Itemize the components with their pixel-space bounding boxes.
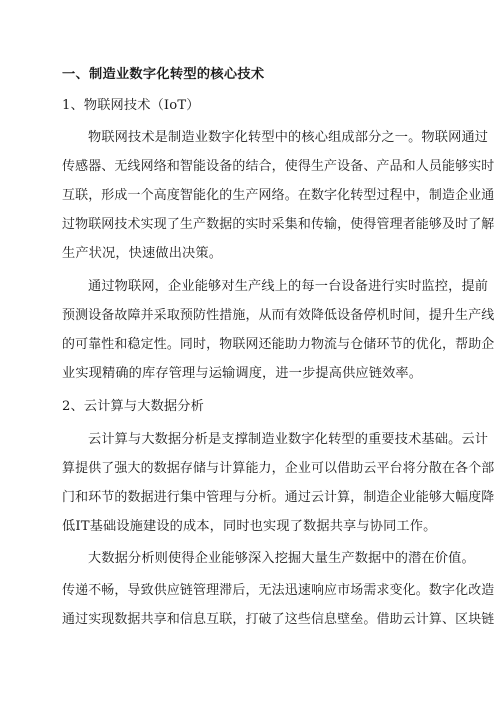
subsection-title-cloud: 2、云计算与大数据分析 [62,399,204,414]
paragraph-line: 传递不畅，导致供应链管理滞后，无法迅速响应市场需求变化。数字化改造 [62,583,495,598]
paragraph-line: 过物联网技术实现了生产数据的实时采集和传输，使得管理者能够及时了解 [62,217,495,232]
paragraph-line: 通过物联网，企业能够对生产线上的每一台设备进行实时监控，提前 [88,279,489,294]
paragraph-line: 的可靠性和稳定性。同时，物联网还能助力物流与仓储环节的优化，帮助企 [62,337,495,352]
subsection-title-iot: 1、物联网技术（IoT） [62,98,200,113]
paragraph-line: 算提供了强大的数据存储与计算能力，企业可以借助云平台将分散在各个部 [62,461,495,476]
section-heading: 一、制造业数字化转型的核心技术 [62,67,265,82]
paragraph-line: 预测设备故障并采取预防性措施，从而有效降低设备停机时间，提升生产线 [62,308,495,323]
paragraph-line: 业实现精确的库存管理与运输调度，进一步提高供应链效率。 [62,366,423,381]
paragraph-line: 大数据分析则使得企业能够深入挖掘大量生产数据中的潜在价值。 [88,551,475,566]
paragraph-line: 物联网技术是制造业数字化转型中的核心组成部分之一。物联网通过 [88,130,489,145]
paragraph-line: 生产状况，快速做出决策。 [62,246,223,261]
paragraph-line: 低IT基础设施建设的成本，同时也实现了数据共享与协同工作。 [62,519,437,534]
paragraph-line: 互联，形成一个高度智能化的生产网络。在数字化转型过程中，制造企业通 [62,188,495,203]
paragraph-line: 云计算与大数据分析是支撑制造业数字化转型的重要技术基础。云计 [88,432,489,447]
paragraph-line: 传感器、无线网络和智能设备的结合，使得生产设备、产品和人员能够实时 [62,159,495,174]
paragraph-line: 通过实现数据共享和信息互联，打破了这些信息壁垒。借助云计算、区块链 [62,612,495,627]
paragraph-line: 门和环节的数据进行集中管理与分析。通过云计算，制造企业能够大幅度降 [62,490,495,505]
